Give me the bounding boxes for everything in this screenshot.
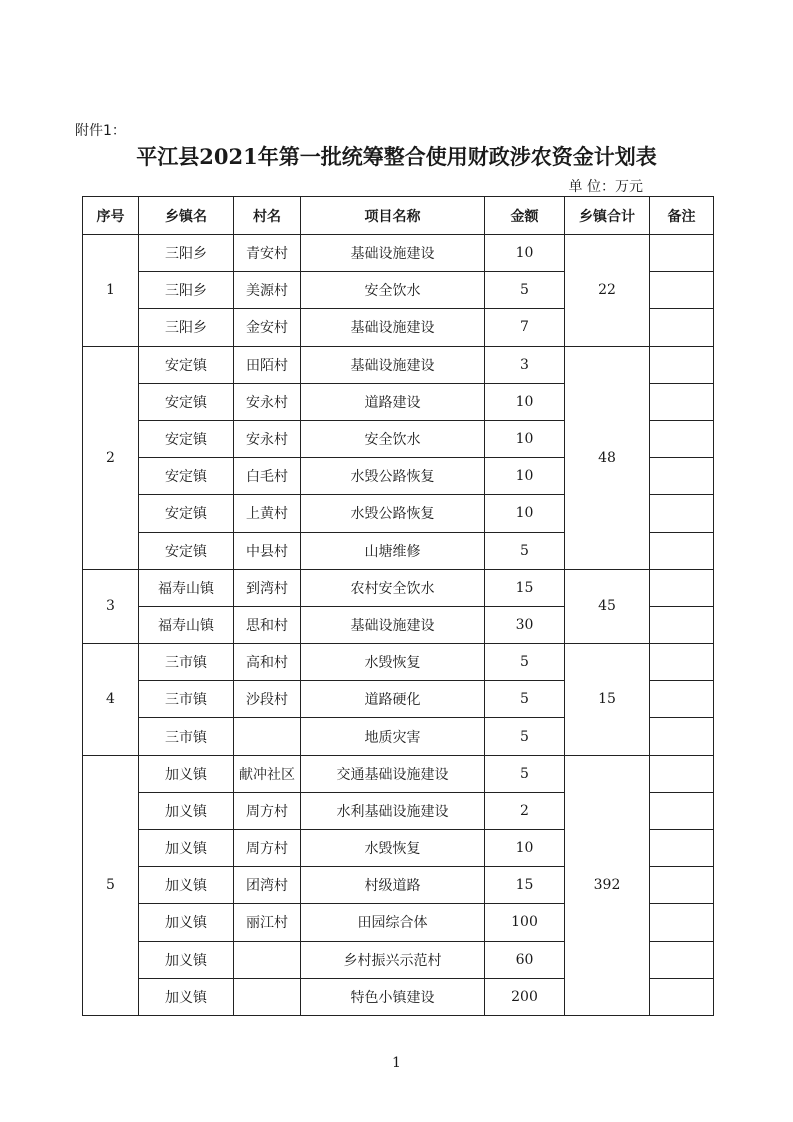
unit-label: 单 位：万元 (568, 179, 643, 195)
project-cell: 水毁恢复 (301, 644, 485, 681)
remarks-cell (650, 792, 714, 829)
remarks-cell (650, 383, 714, 420)
seq-cell: 1 (83, 235, 139, 347)
remarks-cell (650, 495, 714, 532)
amount-cell: 2 (485, 792, 565, 829)
amount-cell: 5 (485, 272, 565, 309)
village-cell (234, 718, 301, 755)
village-cell: 安永村 (234, 420, 301, 457)
town-total-cell: 48 (565, 346, 650, 569)
town-cell: 福寿山镇 (139, 569, 234, 606)
town-cell: 加义镇 (139, 904, 234, 941)
amount-cell: 5 (485, 644, 565, 681)
header-remarks: 备注 (650, 197, 714, 235)
village-cell: 高和村 (234, 644, 301, 681)
town-cell: 加义镇 (139, 792, 234, 829)
header-project: 项目名称 (301, 197, 485, 235)
remarks-cell (650, 420, 714, 457)
remarks-cell (650, 346, 714, 383)
project-cell: 山塘维修 (301, 532, 485, 569)
seq-cell: 3 (83, 569, 139, 643)
header-seq: 序号 (83, 197, 139, 235)
header-town-total: 乡镇合计 (565, 197, 650, 235)
project-cell: 基础设施建设 (301, 606, 485, 643)
project-cell: 基础设施建设 (301, 346, 485, 383)
seq-cell: 5 (83, 755, 139, 1015)
amount-cell: 200 (485, 978, 565, 1015)
project-cell: 水毁公路恢复 (301, 495, 485, 532)
remarks-cell (650, 532, 714, 569)
header-village: 村名 (234, 197, 301, 235)
town-total-cell: 15 (565, 644, 650, 756)
project-cell: 村级道路 (301, 867, 485, 904)
remarks-cell (650, 644, 714, 681)
remarks-cell (650, 718, 714, 755)
remarks-cell (650, 606, 714, 643)
village-cell: 金安村 (234, 309, 301, 346)
table-row (83, 235, 714, 272)
town-cell: 福寿山镇 (139, 606, 234, 643)
village-cell (234, 978, 301, 1015)
village-cell: 田陌村 (234, 346, 301, 383)
remarks-cell (650, 941, 714, 978)
amount-cell: 5 (485, 718, 565, 755)
fund-plan-table (82, 196, 714, 1016)
town-cell: 三阳乡 (139, 235, 234, 272)
page-title: 平江县2021年第一批统筹整合使用财政涉农资金计划表 (136, 144, 657, 169)
town-cell: 三市镇 (139, 718, 234, 755)
village-cell: 周方村 (234, 830, 301, 867)
village-cell: 青安村 (234, 235, 301, 272)
town-cell: 加义镇 (139, 941, 234, 978)
project-cell: 交通基础设施建设 (301, 755, 485, 792)
seq-cell: 2 (83, 346, 139, 569)
project-cell: 基础设施建设 (301, 235, 485, 272)
amount-cell: 10 (485, 420, 565, 457)
amount-cell: 5 (485, 681, 565, 718)
project-cell: 道路建设 (301, 383, 485, 420)
town-cell: 加义镇 (139, 755, 234, 792)
project-cell: 地质灾害 (301, 718, 485, 755)
town-total-cell: 392 (565, 755, 650, 1015)
table-body (83, 235, 714, 1016)
village-cell: 到湾村 (234, 569, 301, 606)
amount-cell: 10 (485, 235, 565, 272)
village-cell: 安永村 (234, 383, 301, 420)
remarks-cell (650, 904, 714, 941)
table-row (83, 346, 714, 383)
table-row (83, 644, 714, 681)
village-cell: 中县村 (234, 532, 301, 569)
amount-cell: 5 (485, 755, 565, 792)
town-cell: 安定镇 (139, 383, 234, 420)
amount-cell: 100 (485, 904, 565, 941)
village-cell (234, 941, 301, 978)
amount-cell: 15 (485, 867, 565, 904)
town-cell: 安定镇 (139, 420, 234, 457)
amount-cell: 15 (485, 569, 565, 606)
remarks-cell (650, 569, 714, 606)
amount-cell: 10 (485, 495, 565, 532)
village-cell: 团湾村 (234, 867, 301, 904)
town-cell: 安定镇 (139, 458, 234, 495)
remarks-cell (650, 830, 714, 867)
project-cell: 安全饮水 (301, 272, 485, 309)
town-cell: 安定镇 (139, 495, 234, 532)
seq-cell: 4 (83, 644, 139, 756)
amount-cell: 30 (485, 606, 565, 643)
page-number: 1 (392, 1055, 401, 1071)
town-total-cell: 22 (565, 235, 650, 347)
header-town: 乡镇名 (139, 197, 234, 235)
remarks-cell (650, 978, 714, 1015)
amount-cell: 3 (485, 346, 565, 383)
project-cell: 水利基础设施建设 (301, 792, 485, 829)
table-header-row (83, 197, 714, 235)
project-cell: 基础设施建设 (301, 309, 485, 346)
header-amount: 金额 (485, 197, 565, 235)
village-cell: 丽江村 (234, 904, 301, 941)
town-cell: 安定镇 (139, 346, 234, 383)
village-cell: 周方村 (234, 792, 301, 829)
project-cell: 田园综合体 (301, 904, 485, 941)
table-row (83, 569, 714, 606)
project-cell: 乡村振兴示范村 (301, 941, 485, 978)
remarks-cell (650, 272, 714, 309)
amount-cell: 60 (485, 941, 565, 978)
project-cell: 水毁恢复 (301, 830, 485, 867)
town-total-cell: 45 (565, 569, 650, 643)
project-cell: 水毁公路恢复 (301, 458, 485, 495)
village-cell: 思和村 (234, 606, 301, 643)
remarks-cell (650, 867, 714, 904)
remarks-cell (650, 309, 714, 346)
amount-cell: 10 (485, 830, 565, 867)
project-cell: 农村安全饮水 (301, 569, 485, 606)
town-cell: 三市镇 (139, 644, 234, 681)
town-cell: 三阳乡 (139, 272, 234, 309)
town-cell: 加义镇 (139, 978, 234, 1015)
town-cell: 安定镇 (139, 532, 234, 569)
remarks-cell (650, 681, 714, 718)
amount-cell: 5 (485, 532, 565, 569)
town-cell: 加义镇 (139, 867, 234, 904)
amount-cell: 10 (485, 458, 565, 495)
town-cell: 加义镇 (139, 830, 234, 867)
amount-cell: 10 (485, 383, 565, 420)
project-cell: 特色小镇建设 (301, 978, 485, 1015)
village-cell: 美源村 (234, 272, 301, 309)
attachment-label: 附件1： (75, 123, 126, 139)
town-cell: 三阳乡 (139, 309, 234, 346)
town-cell: 三市镇 (139, 681, 234, 718)
village-cell: 献冲社区 (234, 755, 301, 792)
project-cell: 道路硬化 (301, 681, 485, 718)
remarks-cell (650, 755, 714, 792)
remarks-cell (650, 235, 714, 272)
village-cell: 白毛村 (234, 458, 301, 495)
table-row (83, 755, 714, 792)
remarks-cell (650, 458, 714, 495)
village-cell: 上黄村 (234, 495, 301, 532)
project-cell: 安全饮水 (301, 420, 485, 457)
village-cell: 沙段村 (234, 681, 301, 718)
amount-cell: 7 (485, 309, 565, 346)
